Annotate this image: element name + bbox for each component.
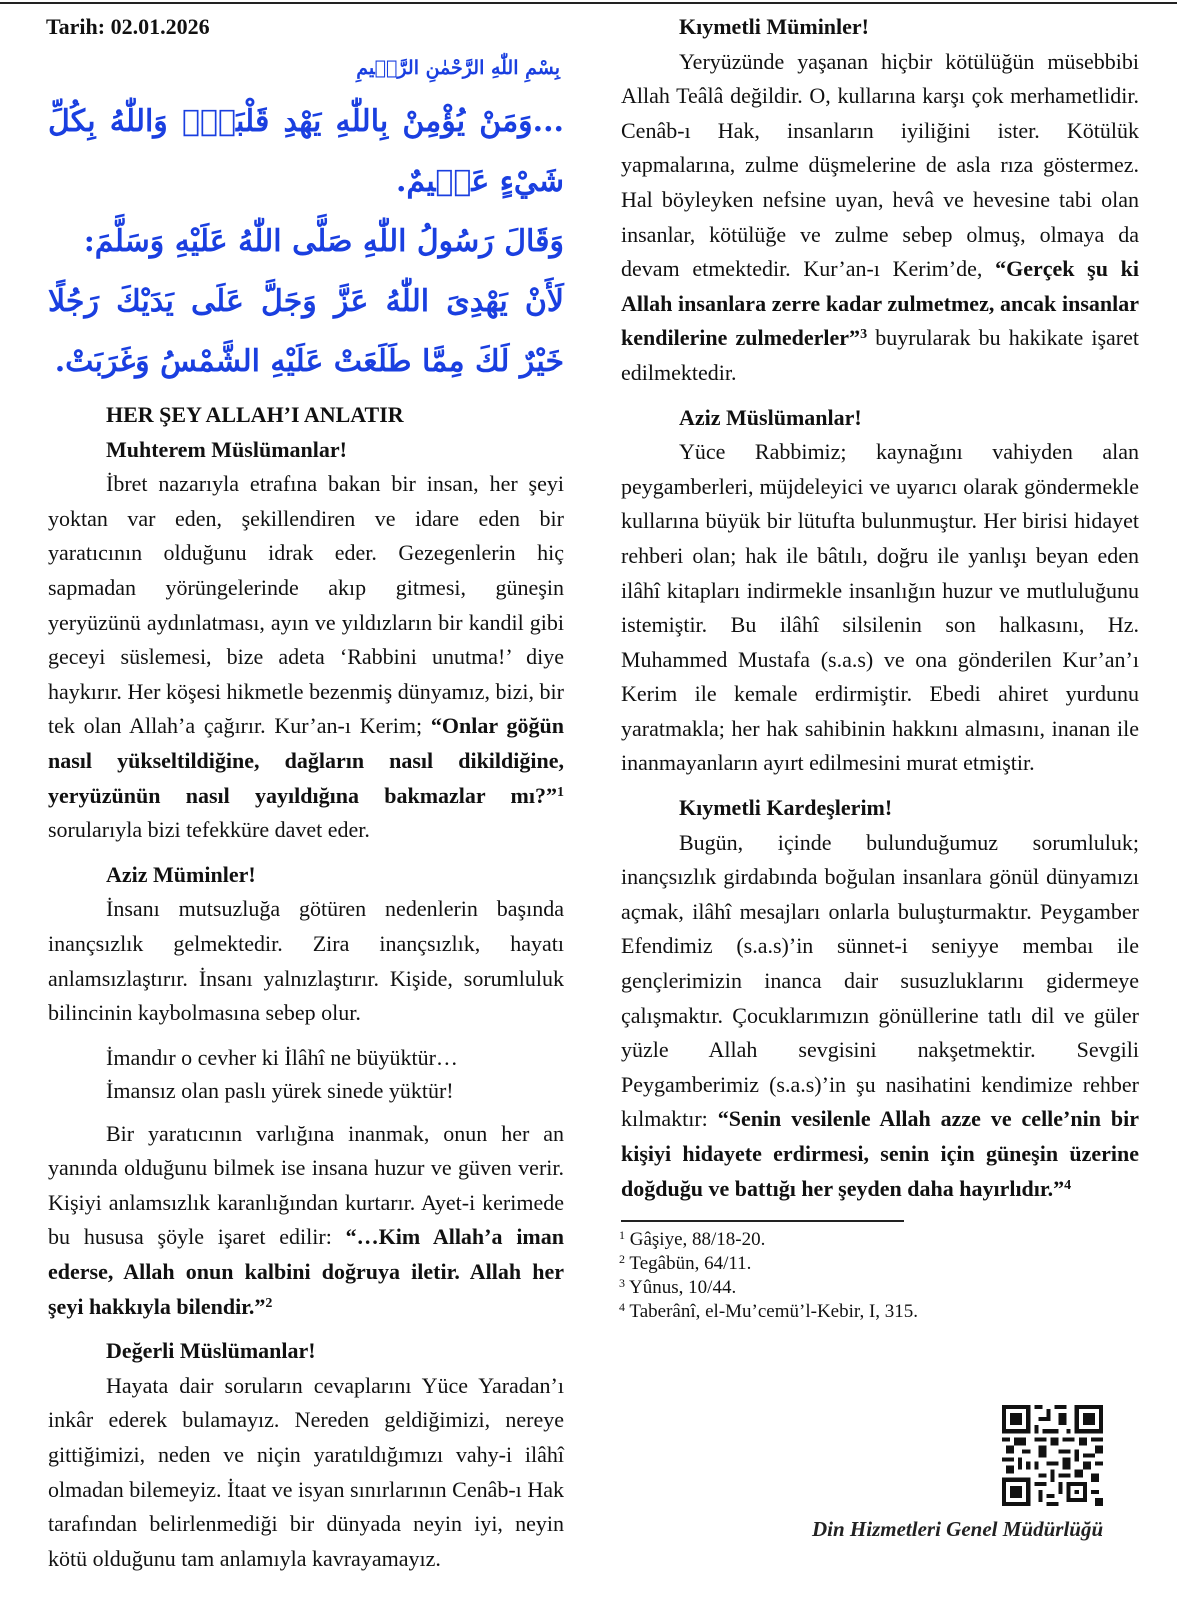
footnote-rule — [621, 1220, 904, 1222]
section-text-1: İbret nazarıyla etrafına bakan bir insan, her şeyi yoktan var eden, şekillendiren ve idare eden bir yaratıcının olduğunu idrak eder. Gezegenlerin hiç sapmadan yörüngelerinde akıp gitmesi, güneşin yeryüzünü aydınlatması, ayın ve yıldızların bir kandil gibi geceyi süslemesi, bize adeta ‘Rabbini unutma!’ diye haykırır. Her köşesi hikmetle bezenmiş dünyamız, bizi, bir tek olan Allah’a çağırır. Kur’an-ı Kerim; — [48, 471, 564, 739]
footnote-4: $^4$ Taberânî, el-Mu’cemü’l-Kebir, I, 315. — [619, 1299, 919, 1322]
footnote-3: $^3$ Yûnus, 10/44. — [619, 1275, 737, 1298]
footnote-ref-1: 1 — [557, 784, 564, 800]
basmala: بِسْمِ اللّٰهِ الرَّحْمٰنِ الرَّح۪يمِ — [356, 57, 560, 79]
section-text-6: Bugün, içinde bulunduğumuz sorumluluk; inançsızlık girdabında boğulan insanlara gönül dünyamızı açmak, ilâhî mesajları onlarla buluşturmaktır. Peygamber Efendimiz (s.a.s)’in sünnet-i seniyye membaı ile gençlerimizin inanca dair susuzluklarını gidermeye çalışmaktır. Çocuklarımızın gönüllerine tatlı dil ve güler yüzle Allah sevgisini nakşetmektir. Sevgili Peygamberimiz (s.a.s)’in şu nasihatini kendimize rehber kılmaktır: — [621, 829, 1139, 1132]
section-heading-5: Aziz Müslümanlar! — [679, 404, 862, 430]
quote-3: “Gerçek şu ki Allah insanlara zerre kadar zulmetmez, ancak insanlar kendilerine zulmederler” — [621, 256, 1139, 351]
right-column — [621, 10, 1139, 1323]
section-after-1: sorularıyla bizi tefekküre davet eder. — [48, 817, 370, 843]
arabic-hadith-intro: وَقَالَ رَسُولُ اللّٰهِ صَلَّى اللّٰهُ عَلَيْهِ وَسَلَّمَ: — [83, 224, 564, 259]
section-after-4: buyrularak bu hakikate işaret edilmektedir. — [621, 325, 1139, 385]
section-body-4 — [621, 45, 1139, 391]
quote-2: “…Kim Allah’a iman ederse, Allah onun kalbini doğruya iletir. Allah her şeyi hakkıyla bilendir.” — [48, 1224, 564, 1319]
section-heading-3: Değerli Müslümanlar! — [106, 1338, 316, 1364]
section-body-1 — [48, 467, 564, 848]
arabic-verse: ...وَمَنْ يُؤْمِنْ بِاللّٰهِ يَهْدِ قَلْبَهُۜ وَاللّٰهُ بِكُلِّ شَيْءٍ عَل۪يمٌ. — [48, 104, 564, 199]
footnote-ref-3: 3 — [860, 327, 868, 343]
section-heading-6: Kıymetli Kardeşlerim! — [679, 795, 893, 821]
section-body-6 — [621, 826, 1139, 1207]
footnote-1: $^1$ Gâşiye, 88/18-20. — [619, 1228, 766, 1251]
sermon-title: HER ŞEY ALLAH’I ANLATIR — [106, 402, 404, 427]
date-label: Tarih: 02.01.2026 — [46, 14, 210, 39]
section-text-2b: Bir yaratıcının varlığına inanmak, onun her an yanında olduğunu bilmek ise insana huzur ve güven verir. Kişiyi anlamsızlık karanlığından kurtarır. Ayet-i kerimede bu hususa şöyle işaret edilir: — [48, 1120, 564, 1250]
footnote-2: $^2$ Tegâbün, 64/11. — [619, 1251, 752, 1274]
section-heading-1: Muhterem Müslümanlar! — [106, 436, 347, 462]
quote-4: “Senin vesilenle Allah azze ve celle’nin bir kişiyi hidayete erdirmesi, senin için güneşin üzerine doğduğu ve battığı her şeyden daha hayırlıdır.” — [621, 1106, 1140, 1201]
signature: Din Hizmetleri Genel Müdürlüğü — [812, 1517, 1104, 1541]
section-text-4: Yeryüzünde yaşanan hiçbir kötülüğün müsebbibi Allah Teâlâ değildir. O, kullarına karşı çok merhametlidir. Cenâb-ı Hak, insanların iyiliğini ister. Kötülük yapmalarına, zulme düşmelerine de asla rıza göstermez. Hal böyleyken nefsine uyan, hevâ ve hevesine tabi olan insanlar, kötülüğe ve zulme sebep olmuş, olmaya da devam etmektedir. Kur’an-ı Kerim’de, — [621, 48, 1139, 282]
section-body-3: Hayata dair soruların cevaplarını Yüce Yaradan’ı inkâr ederek bulamayız. Nereden geldiğimizi, nereye gittiğimizi, neden ve niçin yaratıldığımızı vahy-i ilâhî olmadan bilemeyiz. İtaat ve isyan sınırlarının Cenâb-ı Hak tarafından belirlenmediği bir dünyada neyin iyi, neyin kötü olduğunu tam anlamıyla kavrayamayız. — [48, 1372, 564, 1571]
left-column — [48, 10, 564, 1576]
top-rule — [0, 2, 1177, 4]
section-body-5: Yüce Rabbimiz; kaynağını vahiyden alan peygamberleri, müjdeleyici ve uyarıcı olarak göndermekle kullarına büyük bir lütufta bulunmuştur. Her birisi hidayet rehberi olan; hak ile bâtılı, doğru ile yanlışı beyan eden ilâhî kitapları indirmekle insanlığın huzur ve mutluluğunu istemiştir. Bu ilâhî silsilenin son halkasını, Hz. Muhammed Mustafa (s.a.s) ve ona gönderilen Kur’an’ı Kerim ile kemale erdirmiştir. Ebedi ahiret yurdunu yaratmakla; her hak sahibinin hakkını almasını, inanan ile inanmayanların ayırt edilmesini murat etmiştir. — [621, 439, 1139, 776]
footnote-ref-4: 4 — [1064, 1177, 1072, 1193]
section-body-2b — [48, 1117, 564, 1325]
poem-line-2: İmansız olan paslı yürek sinede yüktür! — [106, 1077, 454, 1103]
poem-line-1: İmandır o cevher ki İlâhî ne büyüktür… — [106, 1044, 458, 1070]
section-heading-2: Aziz Müminler! — [106, 861, 256, 887]
qr-code-icon[interactable] — [1002, 1405, 1103, 1506]
arabic-hadith: لَأَنْ يَهْدِىَ اللّٰهُ عَزَّ وَجَلَّ عَلَى يَدَيْكَ رَجُلًا خَيْرٌ لَكَ مِمَّا طَلَعَتْ عَلَيْهِ الشَّمْسُ وَغَرَبَتْ. — [48, 284, 564, 379]
section-body-2: İnsanı mutsuzluğa götüren nedenlerin başında inançsızlık gelmektedir. Zira inançsızlık, hayatı anlamsızlaştırır. İnsanı yalnızlaştırır. Kişide, sorumluluk bilincinin kaybolmasına sebep olur. — [48, 896, 564, 1026]
footnote-ref-2: 2 — [265, 1295, 273, 1311]
quote-1: “Onlar göğün nasıl yükseltildiğine, dağların nasıl dikildiğine, yeryüzünün nasıl yayıldığına bakmazlar mı?” — [48, 713, 565, 808]
section-heading-4: Kıymetli Müminler! — [679, 14, 870, 39]
poem — [48, 1041, 564, 1107]
